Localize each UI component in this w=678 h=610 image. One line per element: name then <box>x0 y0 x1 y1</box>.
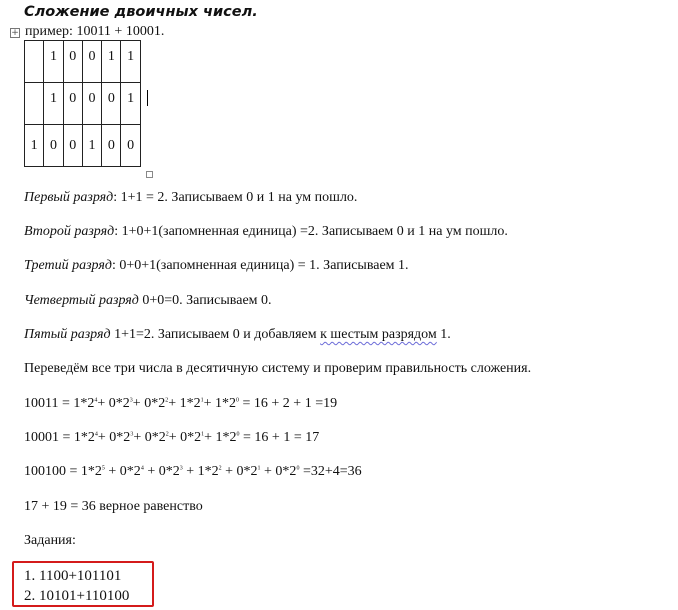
table-cell: 0 <box>63 125 82 167</box>
table-cell: 1 <box>102 41 121 83</box>
step-text: 1+1 = 2. Записываем 0 и 1 на ум пошло. <box>117 190 358 205</box>
formula-exponent: 1 <box>201 431 205 438</box>
table-cell: 1 <box>44 41 63 83</box>
formula-term: + 0*2 <box>143 464 180 479</box>
formula-rhs: =32+4=36 <box>299 464 362 479</box>
step-2 <box>24 224 508 240</box>
table-row <box>25 125 141 167</box>
formula-rhs: = 16 + 1 = 17 <box>239 430 320 445</box>
table-resize-handle-icon[interactable] <box>146 171 153 178</box>
formula-exponent: 4 <box>94 397 98 404</box>
example-line: пример: 10011 + 10001. <box>25 24 165 39</box>
formula-exponent: 4 <box>94 431 98 438</box>
table-cell <box>25 83 44 125</box>
step-4 <box>24 293 272 309</box>
step-1 <box>24 190 357 206</box>
task-item: 2. 10101+110100 <box>24 588 130 604</box>
formula-term: + 0*2 <box>97 430 131 445</box>
formula-exponent: 1 <box>200 397 204 404</box>
formula-term: 1*2 <box>73 396 95 411</box>
formula-exponent: 2 <box>218 465 222 472</box>
table-cell: 1 <box>82 125 101 167</box>
formula-term: + 1*2 <box>168 396 201 411</box>
step-text: 0+0=0. Записываем 0. <box>138 293 272 308</box>
step-label: Четвертый разряд <box>24 293 139 308</box>
table-cell: 0 <box>102 125 121 167</box>
table-cell <box>25 41 44 83</box>
addition-table <box>24 40 141 167</box>
tasks-box <box>12 561 154 607</box>
formula-rhs: = 16 + 2 + 1 =19 <box>239 396 338 411</box>
step-label: Пятый разряд <box>24 327 111 342</box>
step-text: 1. <box>436 327 451 342</box>
check-line: 17 + 19 = 36 верное равенство <box>24 499 203 514</box>
step-label: Первый разряд <box>24 190 114 205</box>
step-colon: : <box>113 190 118 205</box>
table-cell: 1 <box>121 41 140 83</box>
formula-term: + 0*2 <box>133 430 166 445</box>
conversion-line <box>24 430 319 446</box>
tasks-heading: Задания: <box>24 533 76 548</box>
table-row <box>25 83 141 125</box>
formula-term: 1*2 <box>73 430 95 445</box>
step-text: 1+1=2. Записываем 0 и добавляем <box>110 327 321 342</box>
text-cursor <box>147 90 148 106</box>
formula-term: + 0*2 <box>97 396 130 411</box>
table-cell: 1 <box>121 83 140 125</box>
formula-exponent: 3 <box>179 465 183 472</box>
formula-term: + 1*2 <box>203 396 237 411</box>
table-cell: 0 <box>102 83 121 125</box>
conversion-line <box>24 464 362 480</box>
step-label: Второй разряд <box>24 224 115 239</box>
step-text: 0+0+1(запомненная единица) = 1. Записываем 1. <box>115 258 409 273</box>
formula-exponent: 4 <box>140 465 144 472</box>
formula-exponent: 5 <box>101 465 105 472</box>
table-cell: 1 <box>44 83 63 125</box>
formula-term: + 0*2 <box>260 464 297 479</box>
table-cell: 1 <box>25 125 44 167</box>
formula-term: + 0*2 <box>221 464 258 479</box>
table-cell: 0 <box>82 41 101 83</box>
formula-exponent: 0 <box>296 465 300 472</box>
formula-term: + 1*2 <box>204 430 237 445</box>
formula-exponent: 0 <box>236 431 240 438</box>
formula-term: + 0*2 <box>168 430 202 445</box>
formula-lhs: 10001 = <box>24 430 74 445</box>
step-colon: : <box>111 258 116 273</box>
step-label: Третий разряд <box>24 258 112 273</box>
conversion-line <box>24 396 337 412</box>
formula-exponent: 1 <box>257 465 261 472</box>
table-move-handle-icon[interactable]: + <box>11 28 19 38</box>
table-cell: 0 <box>44 125 63 167</box>
formula-term: + 0*2 <box>104 464 141 479</box>
step-text: 1+0+1(запомненная единица) =2. Записываем 0 и 1 на ум пошло. <box>118 224 508 239</box>
formula-lhs: 100100 = <box>24 464 81 479</box>
formula-lhs: 10011 = <box>24 396 74 411</box>
formula-term: + 1*2 <box>182 464 219 479</box>
step-colon: : <box>114 224 119 239</box>
conversion-note: Переведём все три числа в десятичную систему и проверим правильность сложения. <box>24 361 532 376</box>
formula-exponent: 3 <box>130 431 134 438</box>
table-cell: 0 <box>82 83 101 125</box>
spelling-flagged-text[interactable]: к шестым разрядом <box>320 327 437 342</box>
table-cell: 0 <box>121 125 140 167</box>
table-row <box>25 41 141 83</box>
formula-term: + 0*2 <box>132 396 166 411</box>
formula-exponent: 2 <box>165 397 169 404</box>
formula-exponent: 0 <box>236 397 240 404</box>
formula-exponent: 3 <box>129 397 133 404</box>
formula-exponent: 2 <box>165 431 169 438</box>
step-5 <box>24 327 451 343</box>
formula-term: 1*2 <box>80 464 102 479</box>
step-3 <box>24 258 409 274</box>
task-item: 1. 1100+101101 <box>24 568 122 584</box>
table-cell: 0 <box>63 83 82 125</box>
document-title: Сложение двоичных чисел. <box>24 4 258 20</box>
table-cell: 0 <box>63 41 82 83</box>
